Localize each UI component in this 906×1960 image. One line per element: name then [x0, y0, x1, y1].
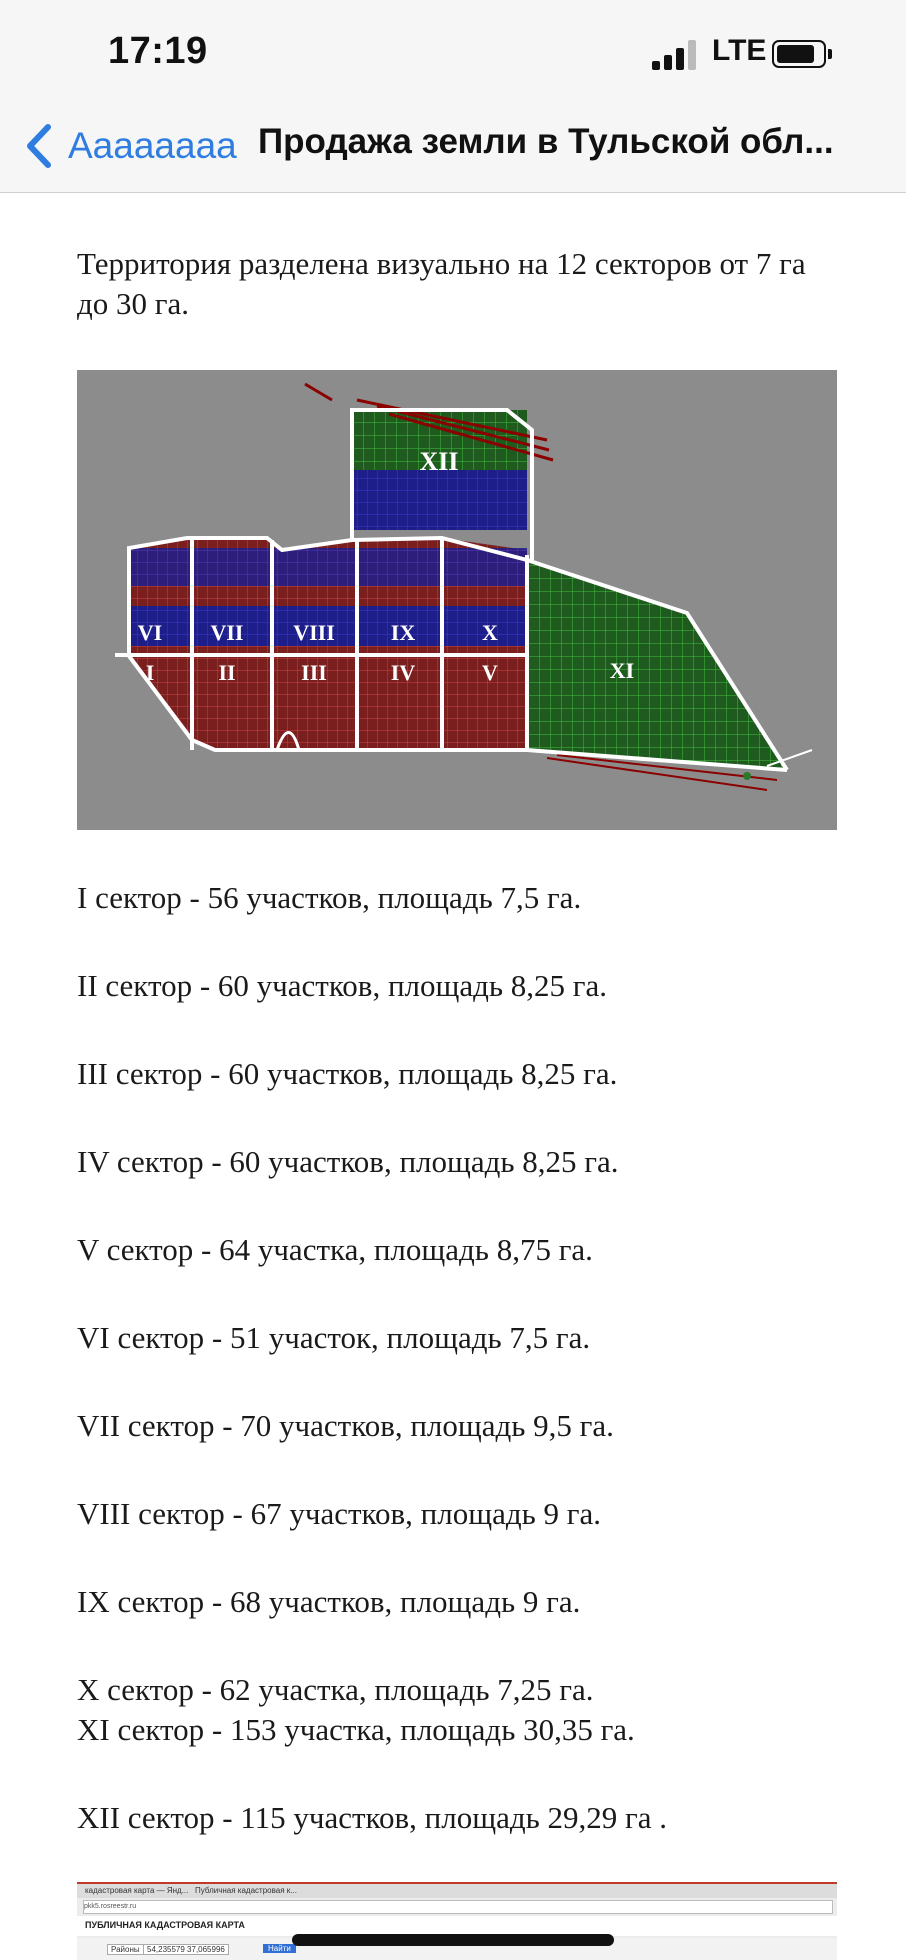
browser-url: pkk5.rosreestr.ru	[83, 1900, 833, 1914]
status-time: 17:19	[108, 30, 208, 72]
map-label-xii: XII	[419, 447, 459, 476]
map-label-i: I	[145, 660, 155, 685]
thumbnail-filter: Районы	[107, 1944, 144, 1955]
map-label-iv: IV	[390, 660, 416, 685]
map-label-x: X	[482, 620, 498, 645]
sector-1-text: I сектор - 56 участков, площадь 7,5 га.	[77, 880, 582, 915]
page-title: Продажа земли в Тульской обл...	[258, 122, 834, 161]
sector-10-text: X сектор - 62 участка, площадь 7,25 га.	[77, 1672, 594, 1707]
thumbnail-find-button: Найти	[263, 1944, 296, 1953]
map-label-iii: III	[301, 660, 327, 685]
sector-8-text: VIII сектор - 67 участков, площадь 9 га.	[77, 1496, 601, 1531]
intro-paragraph: Территория разделена визуально на 12 секторов от 7 га до 30 га.	[77, 246, 806, 321]
sector-map-image	[77, 370, 837, 830]
network-type: LTE	[712, 34, 767, 67]
sector-5-text: V сектор - 64 участка, площадь 8,75 га.	[77, 1232, 593, 1267]
map-label-v: V	[482, 660, 498, 685]
sector-2-text: II сектор - 60 участков, площадь 8,25 га.	[77, 968, 608, 1003]
sector-7-text: VII сектор - 70 участков, площадь 9,5 га.	[77, 1408, 614, 1443]
thumbnail-header: ПУБЛИЧНАЯ КАДАСТРОВАЯ КАРТА	[85, 1920, 245, 1930]
signal-icon	[652, 40, 698, 70]
home-indicator[interactable]	[292, 1934, 614, 1946]
status-bar	[0, 0, 906, 100]
browser-tabs	[77, 1882, 837, 1898]
map-label-vi: VI	[137, 620, 163, 645]
sector-6-text: VI сектор - 51 участок, площадь 7,5 га.	[77, 1320, 591, 1355]
sector-3-text: III сектор - 60 участков, площадь 8,25 га.	[77, 1056, 618, 1091]
battery-icon	[772, 40, 830, 68]
map-label-ix: IX	[390, 620, 416, 645]
navigation-bar	[0, 100, 906, 193]
map-label-vii: VII	[210, 620, 244, 645]
cadastral-map-screenshot	[77, 1882, 837, 1960]
sector-12-text: XII сектор - 115 участков, площадь 29,29 га .	[77, 1800, 667, 1835]
map-label-ii: II	[218, 660, 236, 685]
back-label: Aaaaaaaa	[68, 125, 237, 166]
browser-tab-2: Публичная кадастровая к...	[195, 1886, 297, 1895]
sector-9-text: IX сектор - 68 участков, площадь 9 га.	[77, 1584, 581, 1619]
back-button[interactable]	[24, 118, 237, 174]
chevron-left-icon	[24, 123, 54, 169]
land-plan-drawing	[77, 370, 837, 830]
sector-4-text: IV сектор - 60 участков, площадь 8,25 га.	[77, 1144, 619, 1179]
browser-tab-1: кадастровая карта — Янд...	[85, 1886, 189, 1895]
sector-11-text: XI сектор - 153 участка, площадь 30,35 га.	[77, 1712, 635, 1747]
map-label-xi: XI	[609, 658, 635, 683]
map-label-viii: VIII	[293, 620, 335, 645]
thumbnail-coords: 54,235579 37,065996	[143, 1944, 229, 1955]
